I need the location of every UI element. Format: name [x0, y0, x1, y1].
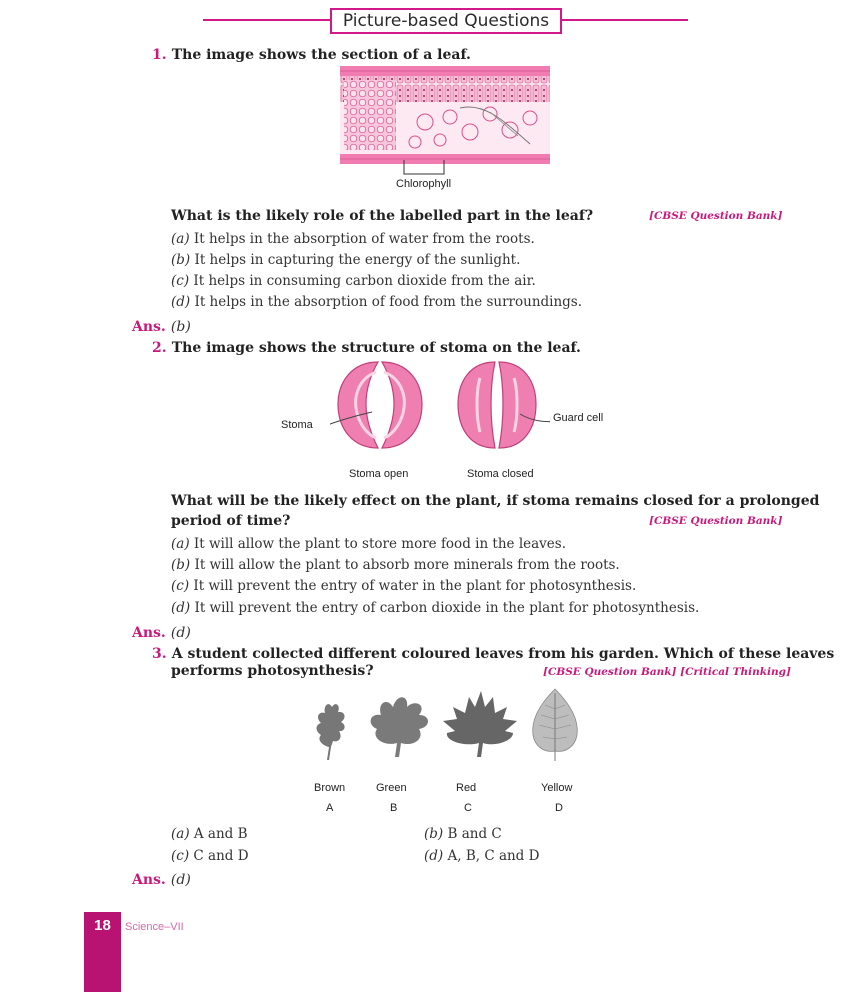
leaf-c-colour: Red	[456, 782, 477, 794]
question-2-text-line2: period of time?	[171, 513, 291, 529]
q3-option-d: (d) A, B, C and D	[424, 848, 540, 864]
question-2-text-line1: What will be the likely effect on the plant, if stoma remains closed for a prolonged	[171, 493, 820, 509]
q3-option-a: (a) A and B	[171, 826, 248, 842]
leaf-a-colour: Brown	[314, 782, 346, 794]
stoma-open-label: Stoma open	[349, 468, 409, 480]
q3-option-c: (c) C and D	[171, 848, 249, 864]
leaf-c-icon	[443, 691, 517, 757]
header-rule-left	[203, 19, 330, 21]
q2-answer: Ans. (d)	[132, 625, 191, 641]
q1-option-d: (d) It helps in the absorption of food from the surroundings.	[171, 294, 583, 310]
leaf-b-letter: B	[390, 802, 398, 814]
question-number: 1.	[152, 47, 167, 63]
book-title: Science–VII	[125, 921, 184, 933]
question-2-source: [CBSE Question Bank]	[649, 515, 783, 527]
leaves-figure	[305, 685, 595, 765]
q1-option-c: (c) It helps in consuming carbon dioxide from the air.	[171, 273, 536, 289]
question-number: 2.	[152, 340, 167, 356]
q1-option-a: (a) It helps in the absorption of water from the roots.	[171, 231, 535, 247]
question-3-text-line2: performs photosynthesis?	[171, 663, 374, 679]
question-text: The image shows the section of a leaf.	[171, 47, 471, 63]
stoma-open-icon	[338, 362, 422, 448]
question-3-heading	[152, 643, 834, 662]
stoma-label: Stoma	[281, 419, 313, 431]
leaf-a-icon	[317, 704, 345, 760]
q1-option-b: (b) It helps in capturing the energy of the sunlight.	[171, 252, 521, 268]
leaf-b-icon	[371, 697, 428, 757]
guard-cell-label: Guard cell	[553, 412, 604, 424]
section-title: Picture-based Questions	[330, 8, 562, 34]
q2-option-c: (c) It will prevent the entry of water in the plant for photosynthesis.	[171, 578, 637, 594]
question-3-source: [CBSE Question Bank] [Critical Thinking]	[543, 666, 791, 678]
question-number: 3.	[152, 646, 167, 662]
chlorophyll-label: Chlorophyll	[396, 178, 452, 190]
stoma-closed-label: Stoma closed	[467, 468, 534, 480]
question-1-source: [CBSE Question Bank]	[649, 210, 783, 222]
stoma-figure	[330, 354, 550, 459]
stoma-closed-icon	[458, 362, 536, 448]
leaf-b-colour: Green	[376, 782, 407, 794]
leaf-d-icon	[533, 689, 578, 761]
q3-option-b: (b) B and C	[424, 826, 502, 842]
leaf-a-letter: A	[326, 802, 334, 814]
header-rule-right	[562, 19, 688, 21]
q2-option-a: (a) It will allow the plant to store more food in the leaves.	[171, 536, 567, 552]
question-1-text: What is the likely role of the labelled part in the leaf?	[171, 208, 594, 224]
q2-option-b: (b) It will allow the plant to absorb more minerals from the roots.	[171, 557, 620, 573]
question-1-heading	[152, 44, 471, 63]
page-number: 18	[94, 917, 111, 934]
question-text: The image shows the structure of stoma on the leaf.	[171, 340, 581, 356]
q3-answer: Ans. (d)	[132, 872, 191, 888]
leaf-c-letter: C	[464, 802, 472, 814]
leaf-section-figure	[340, 62, 555, 197]
q2-option-d: (d) It will prevent the entry of carbon dioxide in the plant for photosynthesis.	[171, 600, 700, 616]
question-text: A student collected different coloured leaves from his garden. Which of these leaves	[171, 646, 835, 662]
leaf-d-letter: D	[555, 802, 563, 814]
q1-answer: Ans. (b)	[132, 319, 191, 335]
leaf-d-colour: Yellow	[541, 782, 573, 794]
